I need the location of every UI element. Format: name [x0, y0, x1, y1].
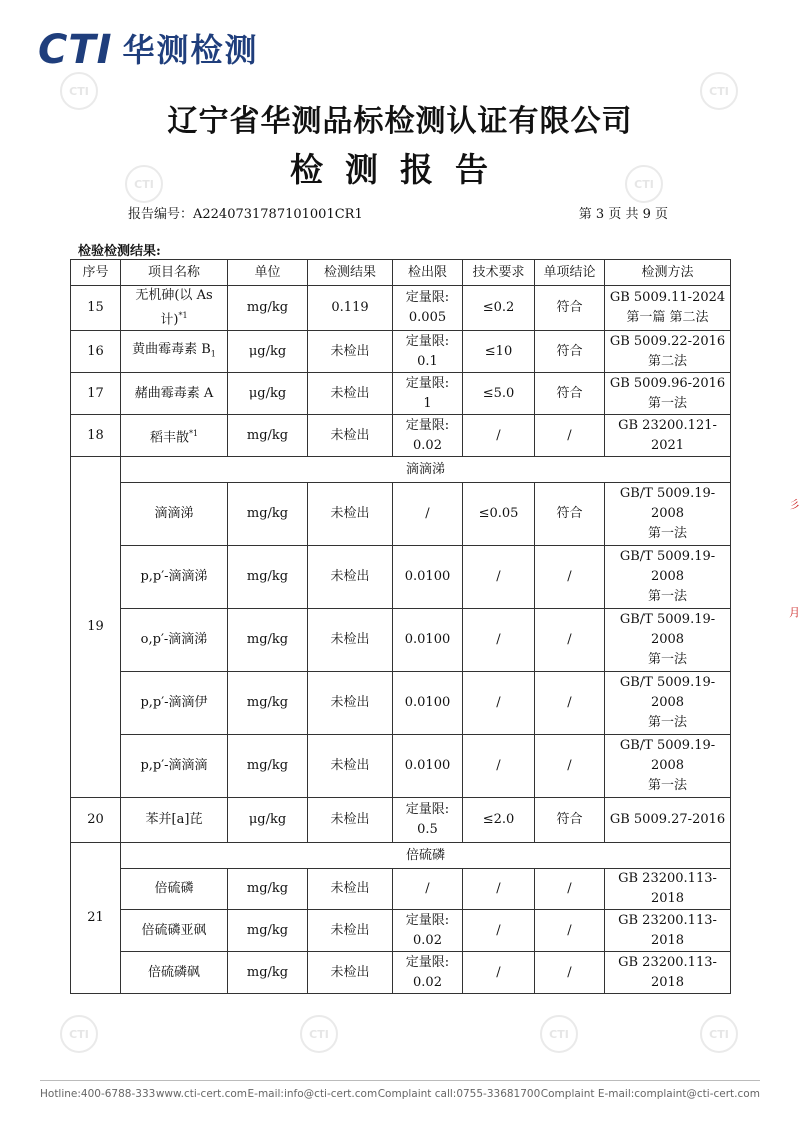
- watermark-stamp: CTI: [700, 1015, 738, 1053]
- item-name: 无机砷(以 As 计)$^{*1}$: [121, 286, 228, 331]
- requirement: /: [463, 609, 535, 672]
- table-row: [71, 798, 731, 843]
- result: 未检出: [308, 415, 393, 457]
- watermark-stamp: CTI: [540, 1015, 578, 1053]
- requirement: /: [463, 672, 535, 735]
- conclusion: /: [535, 952, 605, 994]
- table-row: [71, 952, 731, 994]
- row-no: 21: [71, 843, 121, 994]
- col-header: 检测方法: [605, 260, 731, 286]
- limit: 定量限: 1: [393, 373, 463, 415]
- unit: mg/kg: [228, 672, 308, 735]
- item-name: 滴滴涕: [121, 483, 228, 546]
- company-logo: [38, 27, 259, 73]
- limit: 0.0100: [393, 546, 463, 609]
- conclusion: 符合: [535, 483, 605, 546]
- item-name: o,p′-滴滴涕: [121, 609, 228, 672]
- result: 未检出: [308, 869, 393, 910]
- group-label: 倍硫磷: [121, 843, 731, 869]
- result: 未检出: [308, 373, 393, 415]
- watermark-stamp: CTI: [125, 165, 163, 203]
- footer-complaint-email[interactable]: Complaint E-mail:complaint@cti-cert.com: [540, 1088, 760, 1100]
- footer-hotline: Hotline:400-6788-333: [40, 1088, 156, 1100]
- requirement: /: [463, 735, 535, 798]
- requirement: ≤5.0: [463, 373, 535, 415]
- side-seal-mark: 彡: [789, 498, 800, 511]
- row-no: 18: [71, 415, 121, 457]
- conclusion: /: [535, 415, 605, 457]
- item-name: 赭曲霉毒素 A: [121, 373, 228, 415]
- conclusion: 符合: [535, 798, 605, 843]
- logo-cn-text: 华测检测: [122, 31, 259, 69]
- method: GB 23200.113- 2018: [605, 952, 731, 994]
- row-no: 15: [71, 286, 121, 331]
- limit: 定量限: 0.02: [393, 415, 463, 457]
- table-row: [71, 609, 731, 672]
- requirement: /: [463, 415, 535, 457]
- method: GB/T 5009.19- 2008 第一法: [605, 483, 731, 546]
- item-name: 倍硫磷砜: [121, 952, 228, 994]
- conclusion: /: [535, 910, 605, 952]
- watermark-stamp: CTI: [625, 165, 663, 203]
- item-name: p,p′-滴滴伊: [121, 672, 228, 735]
- unit: mg/kg: [228, 910, 308, 952]
- method: GB 23200.113- 2018: [605, 910, 731, 952]
- table-row: [71, 869, 731, 910]
- table-row: [71, 735, 731, 798]
- table-row: [71, 457, 731, 483]
- col-header: 检出限: [393, 260, 463, 286]
- item-name: 倍硫磷亚砜: [121, 910, 228, 952]
- method: GB/T 5009.19- 2008 第一法: [605, 609, 731, 672]
- conclusion: /: [535, 869, 605, 910]
- limit: 定量限: 0.005: [393, 286, 463, 331]
- method: GB 23200.121- 2021: [605, 415, 731, 457]
- unit: mg/kg: [228, 609, 308, 672]
- unit: mg/kg: [228, 735, 308, 798]
- logo-cti-text: CTI: [38, 27, 113, 73]
- limit: 定量限: 0.02: [393, 910, 463, 952]
- conclusion: 符合: [535, 331, 605, 373]
- requirement: /: [463, 869, 535, 910]
- item-name: p,p′-滴滴涕: [121, 546, 228, 609]
- method: GB 5009.96-2016 第一法: [605, 373, 731, 415]
- limit: 定量限: 0.1: [393, 331, 463, 373]
- table-row: [71, 331, 731, 373]
- table-row: [71, 286, 731, 331]
- requirement: ≤2.0: [463, 798, 535, 843]
- conclusion: 符合: [535, 286, 605, 331]
- col-header: 技术要求: [463, 260, 535, 286]
- conclusion: 符合: [535, 373, 605, 415]
- result: 未检出: [308, 735, 393, 798]
- row-no: 20: [71, 798, 121, 843]
- report-title: 检测报告: [290, 150, 510, 189]
- watermark-stamp: CTI: [60, 72, 98, 110]
- item-name: p,p′-滴滴滴: [121, 735, 228, 798]
- table-row: [71, 672, 731, 735]
- result: 未检出: [308, 483, 393, 546]
- result: 未检出: [308, 798, 393, 843]
- item-name: 倍硫磷: [121, 869, 228, 910]
- method: GB 5009.27-2016: [605, 798, 731, 843]
- watermark-stamp: CTI: [300, 1015, 338, 1053]
- limit: 定量限: 0.02: [393, 952, 463, 994]
- watermark-stamp: CTI: [60, 1015, 98, 1053]
- method: GB/T 5009.19- 2008 第一法: [605, 735, 731, 798]
- col-header: 单位: [228, 260, 308, 286]
- method: GB/T 5009.19- 2008 第一法: [605, 546, 731, 609]
- item-name: 苯并[a]芘: [121, 798, 228, 843]
- footer-complaint-call: Complaint call:0755-33681700: [377, 1088, 541, 1100]
- requirement: /: [463, 952, 535, 994]
- method: GB 5009.22-2016 第二法: [605, 331, 731, 373]
- table-row: [71, 910, 731, 952]
- col-header: 项目名称: [121, 260, 228, 286]
- col-header: 单项结论: [535, 260, 605, 286]
- requirement: ≤10: [463, 331, 535, 373]
- unit: mg/kg: [228, 483, 308, 546]
- footer-divider: [40, 1080, 760, 1081]
- table-row: [71, 843, 731, 869]
- row-no: 17: [71, 373, 121, 415]
- row-no: 16: [71, 331, 121, 373]
- results-table: [70, 259, 731, 994]
- col-header: 检测结果: [308, 260, 393, 286]
- result: 未检出: [308, 672, 393, 735]
- limit: 0.0100: [393, 672, 463, 735]
- conclusion: /: [535, 609, 605, 672]
- unit: mg/kg: [228, 286, 308, 331]
- table-row: [71, 373, 731, 415]
- unit: μg/kg: [228, 331, 308, 373]
- item-name: 稻丰散$^{*1}$: [121, 415, 228, 457]
- row-no: 19: [71, 457, 121, 798]
- conclusion: /: [535, 546, 605, 609]
- requirement: ≤0.05: [463, 483, 535, 546]
- result: 未检出: [308, 910, 393, 952]
- table-header-row: [71, 260, 731, 286]
- requirement: /: [463, 910, 535, 952]
- unit: mg/kg: [228, 952, 308, 994]
- result: 0.119: [308, 286, 393, 331]
- conclusion: /: [535, 672, 605, 735]
- result: 未检出: [308, 546, 393, 609]
- footer-website[interactable]: www.cti-cert.com: [155, 1088, 247, 1100]
- group-label: 滴滴涕: [121, 457, 731, 483]
- footer: [40, 1088, 760, 1100]
- unit: mg/kg: [228, 415, 308, 457]
- item-name: 黄曲霉毒素 $B_1$: [121, 331, 228, 373]
- limit: 定量限: 0.5: [393, 798, 463, 843]
- page-info: 第 3 页 共 9 页: [578, 207, 668, 222]
- requirement: /: [463, 546, 535, 609]
- unit: μg/kg: [228, 798, 308, 843]
- unit: mg/kg: [228, 869, 308, 910]
- conclusion: /: [535, 735, 605, 798]
- limit: 0.0100: [393, 609, 463, 672]
- unit: mg/kg: [228, 546, 308, 609]
- side-seal-mark: 月: [789, 606, 800, 619]
- company-name: 辽宁省华测品标检测认证有限公司: [167, 104, 633, 139]
- table-row: [71, 483, 731, 546]
- requirement: ≤0.2: [463, 286, 535, 331]
- watermark-stamp: CTI: [700, 72, 738, 110]
- result: 未检出: [308, 952, 393, 994]
- result: 未检出: [308, 609, 393, 672]
- result: 未检出: [308, 331, 393, 373]
- limit: /: [393, 869, 463, 910]
- method: GB 23200.113- 2018: [605, 869, 731, 910]
- table-row: [71, 546, 731, 609]
- table-row: [71, 415, 731, 457]
- unit: μg/kg: [228, 373, 308, 415]
- footer-email[interactable]: E-mail:info@cti-cert.com: [247, 1088, 378, 1100]
- col-header: 序号: [71, 260, 121, 286]
- section-title: 检验检测结果:: [78, 244, 161, 259]
- method: GB 5009.11-2024 第一篇 第二法: [605, 286, 731, 331]
- limit: 0.0100: [393, 735, 463, 798]
- limit: /: [393, 483, 463, 546]
- method: GB/T 5009.19- 2008 第一法: [605, 672, 731, 735]
- report-number: 报告编号：A2240731787101001CR1: [128, 207, 363, 222]
